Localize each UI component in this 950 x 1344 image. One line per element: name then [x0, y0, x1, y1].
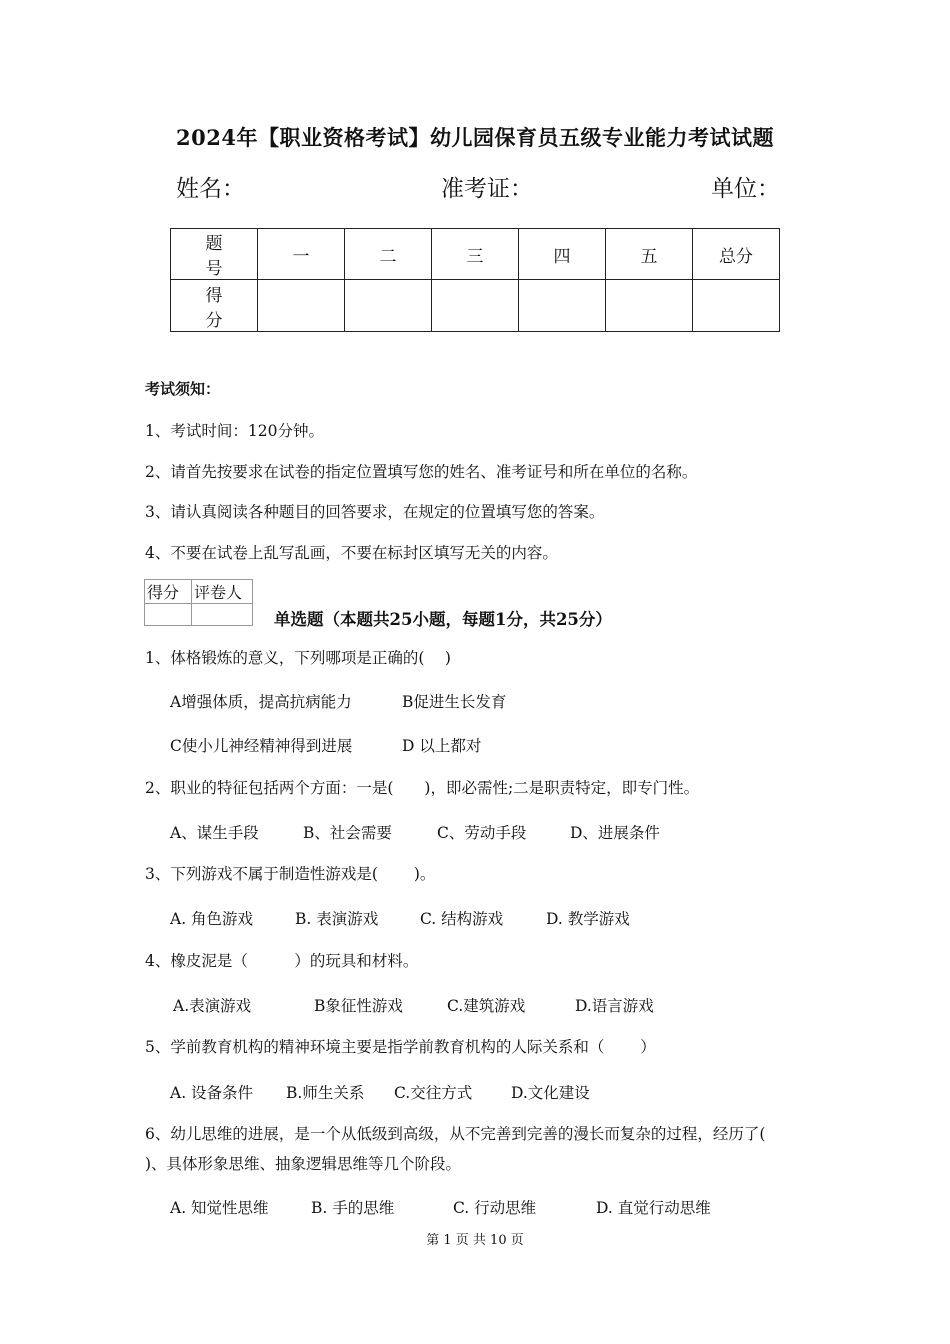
- notice-item: 4、不要在试卷上乱写乱画，不要在标封区填写无关的内容。: [145, 544, 558, 562]
- option-c[interactable]: C.交往方式: [394, 1084, 473, 1102]
- option-d[interactable]: D.语言游戏: [575, 997, 654, 1015]
- score-cell-3[interactable]: [432, 280, 519, 332]
- option-b[interactable]: B.师生关系: [286, 1084, 365, 1102]
- score-table-header-row: [171, 229, 780, 280]
- grader-name-label: 评卷人: [192, 580, 253, 604]
- grader-box: [144, 579, 253, 626]
- header-cell-1: 一: [258, 229, 345, 280]
- header-cell-5: 五: [606, 229, 693, 280]
- score-table: [170, 228, 780, 332]
- option-d[interactable]: D.文化建设: [511, 1084, 590, 1102]
- grader-score-label: 得分: [145, 580, 192, 604]
- option-c[interactable]: C使小儿神经精神得到进展: [170, 737, 353, 755]
- option-d[interactable]: D. 教学游戏: [546, 910, 630, 928]
- score-cell-4[interactable]: [519, 280, 606, 332]
- page-footer: 第 1 页 共 10 页: [426, 1233, 524, 1248]
- score-row-label: 得 分: [171, 280, 258, 332]
- name-field-label: 姓名：: [176, 176, 245, 202]
- question-stem: 2、职业的特征包括两个方面：一是( )，即必需性;二是职责特定，即专门性。: [145, 779, 700, 797]
- header-cell-3: 三: [432, 229, 519, 280]
- question-stem: 1、体格锻炼的意义，下列哪项是正确的( ): [145, 649, 451, 667]
- option-a[interactable]: A增强体质，提高抗病能力: [170, 693, 352, 711]
- notice-title: 考试须知：: [145, 380, 221, 398]
- notice-item: 1、考试时间：120分钟。: [145, 422, 324, 440]
- question-stem: 5、学前教育机构的精神环境主要是指学前教育机构的人际关系和（ ）: [145, 1038, 656, 1056]
- grader-name-cell[interactable]: [192, 604, 253, 626]
- option-a[interactable]: A. 设备条件: [170, 1084, 254, 1102]
- notice-item: 3、请认真阅读各种题目的回答要求，在规定的位置填写您的答案。: [145, 503, 605, 521]
- grader-score-cell[interactable]: [145, 604, 192, 626]
- option-d[interactable]: D 以上都对: [402, 737, 482, 755]
- option-c[interactable]: C. 结构游戏: [420, 910, 504, 928]
- header-cell-2: 二: [345, 229, 432, 280]
- exam-number-field-label: 准考证：: [441, 176, 533, 202]
- page-title: 2024年【职业资格考试】幼儿园保育员五级专业能力考试试题: [176, 125, 774, 150]
- question-stem: 4、橡皮泥是（ ）的玩具和材料。: [145, 952, 419, 970]
- score-cell-2[interactable]: [345, 280, 432, 332]
- score-table-score-row: [171, 280, 780, 332]
- option-a[interactable]: A.表演游戏: [173, 997, 252, 1015]
- notice-item: 2、请首先按要求在试卷的指定位置填写您的姓名、准考证号和所在单位的名称。: [145, 463, 698, 481]
- unit-field-label: 单位：: [711, 176, 780, 202]
- header-cell-question-no: 题 号: [171, 229, 258, 280]
- option-b[interactable]: B. 手的思维: [311, 1199, 395, 1217]
- option-b[interactable]: B. 表演游戏: [295, 910, 379, 928]
- section-title: 单选题（本题共25小题，每题1分，共25分）: [274, 610, 612, 629]
- option-a[interactable]: A. 知觉性思维: [170, 1199, 269, 1217]
- option-d[interactable]: D. 直觉行动思维: [596, 1199, 711, 1217]
- option-b[interactable]: B促进生长发育: [402, 693, 507, 711]
- option-a[interactable]: A. 角色游戏: [170, 910, 254, 928]
- score-cell-5[interactable]: [606, 280, 693, 332]
- header-cell-4: 四: [519, 229, 606, 280]
- option-b[interactable]: B、社会需要: [303, 824, 392, 842]
- option-b[interactable]: B象征性游戏: [314, 997, 403, 1015]
- question-stem: 6、幼儿思维的进展，是一个从低级到高级，从不完善到完善的漫长而复杂的过程，经历了( )、具体形象思维、抽象逻辑思维等几个阶段。: [145, 1125, 802, 1173]
- option-c[interactable]: C. 行动思维: [453, 1199, 537, 1217]
- option-c[interactable]: C.建筑游戏: [447, 997, 526, 1015]
- header-cell-total: 总分: [693, 229, 780, 280]
- score-cell-1[interactable]: [258, 280, 345, 332]
- question-stem: 3、下列游戏不属于制造性游戏是( )。: [145, 865, 436, 883]
- option-a[interactable]: A、谋生手段: [170, 824, 259, 842]
- option-c[interactable]: C、劳动手段: [437, 824, 527, 842]
- score-cell-total[interactable]: [693, 280, 780, 332]
- option-d[interactable]: D、进展条件: [570, 824, 660, 842]
